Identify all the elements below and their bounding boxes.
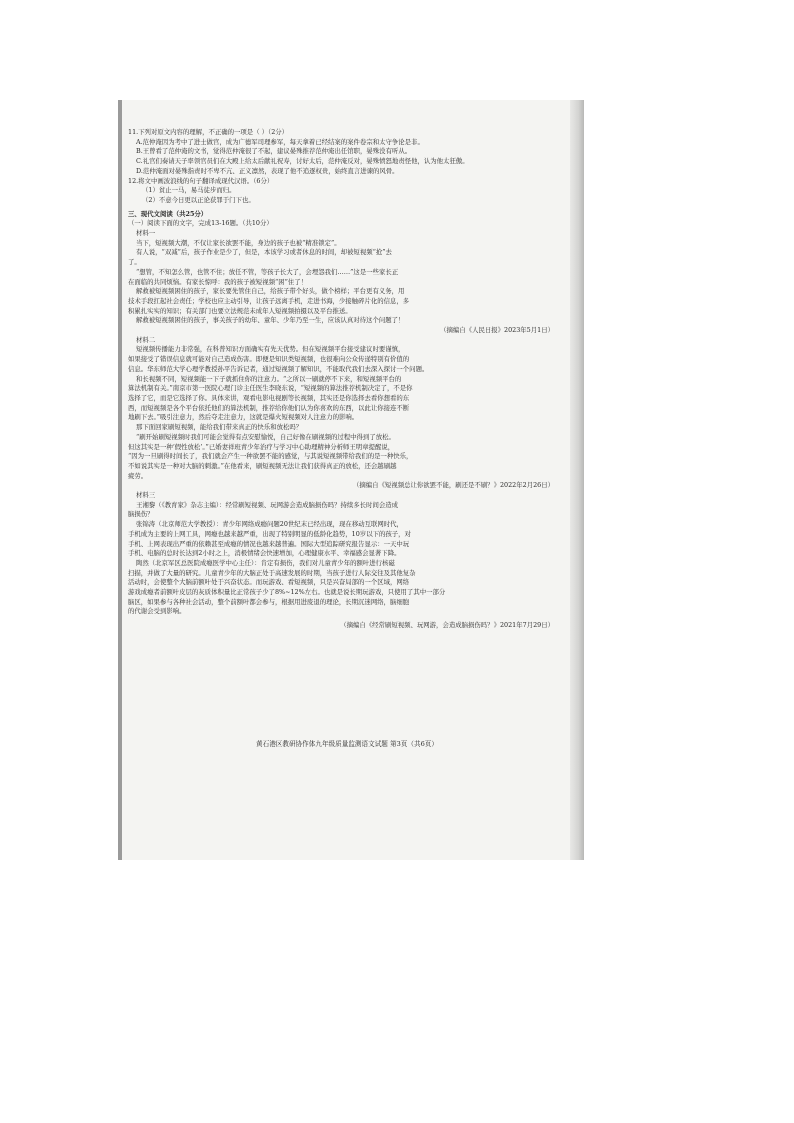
paragraph-line: “刷开始刷短视频时我们可能会觉得有点安慰愉悦，自己好像在刷视频的过程中得到了放松。 [136,432,395,441]
paragraph-line: 信息。华东师范大学心理学教授孙平告诉记者，通过短视频了解知识，不能取代我们去深入探讨一个问题。 [128,364,429,373]
paragraph-line: 那下面回家刷短视频，能给我们带来真正的快乐和放松吗？ [136,423,303,432]
paragraph-line: 游戏成瘾者前额叶皮层的灰质体积量比正常孩子少了8%~12%左右。也就是说长期玩游戏，只使用了其中一部分 [128,588,446,597]
paragraph-line: 短视频传播能力非常强，在科普知识方面确实有先天优势。但在短视频平台接受建议时要谨慎， [136,345,405,354]
paragraph-line: 脑损伤？ [128,510,154,519]
material-2-heading: 材料二 [136,335,156,344]
paragraph-line: 脑区，如果参与各种社会活动，整个前额叶都会参与，根据用进废退的理论，长期沉迷网络，脑细胞 [128,597,410,606]
paragraph-line: 解救被短视频困住的孩子，事关孩子的幼年、童年、少年乃至一生，应该认真对待这个问题了！ [136,316,405,325]
paragraph-line: 在面临的共同烦恼。有家长惊呼：我的孩子被短视频“困”住了！ [128,277,308,286]
paragraph-line: 手机、电脑的总时长达到2小时之上，消极情绪会快速增加，心理健康水平、幸福感会显著下降。 [128,549,401,558]
paragraph-line: 扫描，并做了大量的研究。儿童青少年的大脑正处于高速发展的时期，当孩子进行人际交往及其他复杂 [128,568,416,577]
paragraph-line: 不如说其实是一种对大脑的刺激。”在他看来，刷短视频无法让我们获得真正的放松，还会越刷越 [128,461,397,470]
paragraph-line: “因为一旦刷得时间长了，我们就会产生一种欲罢不能的感觉，与其说短视频带给我们的是一种快乐， [128,452,413,461]
material-1-source: （摘编自《人民日报》2023年5月1日） [440,326,554,335]
paragraph-line: 王湘黎（《教育家》杂志主编）：经常刷短视频、玩网游会造成脑损伤吗？持续多长时间会造成 [136,500,399,509]
page-footer: 黄石港区教研协作体九年级质量监测语文试题 第3页（共6页） [256,740,438,748]
material-3-body [128,501,566,617]
material-1-body [128,239,566,326]
option-11b: B.王曾看了范仲淹的文书，觉得范仲淹很了不起，建议晏殊推荐范仲淹出任馆职，晏殊没有听从。 [136,147,412,156]
material-3-heading: 材料三 [136,491,156,500]
paragraph-line: 陶然（北京军区总医院成瘾医学中心主任）：肯定有损伤，我们对儿童青少年的额叶进行核磁 [136,558,395,567]
paragraph-line: 选择了它，而是它选择了你。具体来讲，观看电影电视剧等长视频，其实还是你选择去看你想看的东 [128,393,410,402]
section-subtitle: （一）阅读下面的文字，完成13-16题。（共10分） [128,219,273,228]
section-title: 三、现代文阅读（共25分） [128,209,208,218]
paragraph-line: “想管，不知怎么管，也管不住；放任不管，等孩子长大了，会埋怨我们……”这是一些家长正 [136,267,399,276]
question-12-part2: （2）不意今日更以正论获罪于门下也。 [142,195,255,204]
material-1-heading: 材料一 [136,229,156,238]
paragraph-line: 了。 [128,258,141,267]
paragraph-line: 和长视频不同，短视频能一下子就抓住你的注意力。“之所以一刷就停不下来，和短视频平台的 [136,374,402,383]
question-12-part1: （1）贫止一马，易马徒步而归。 [142,186,236,195]
material-2-body [128,345,566,481]
scan-right-edge [570,100,584,860]
option-11c: C.礼官们奏请天子率领官员们在大殿上给太后献礼祝寿，讨好太后，范仲淹反对，晏殊愤怒地责怪他，认为他太狂傲。 [136,157,469,166]
paragraph-line: 手机、上网表现出严重的依赖甚至成瘾的情况也越来越普遍。国际大型追踪研究报告显示：一天中玩 [128,539,410,548]
paragraph-line: 西，而短视频是各个平台依托他们的算法机制，推荐给你他们认为你喜欢的东西，以此让你接连不断 [128,403,410,412]
paragraph-line: 但这其实是一种‘假性放松’。”已婚妻祥班青少年治疗与学习中心助理精神分析师王明章提醒说， [128,442,395,451]
paragraph-line: 的代谢会受到影响。 [128,607,186,616]
paragraph-line: 张锦涛（北京师范大学教授）：青少年网络成瘾问题20世纪末已经出现，现在移动互联网时代， [136,520,403,529]
paragraph-line: 解救被短视频困住的孩子，家长要先管住自己，给孩子带个好头，做个榜样；平台更有义务，用 [136,287,405,296]
paragraph-line: 活动时，会使整个大脑前额叶处于兴奋状态。而玩游戏、看短视频，只是兴奋局部的一个区域，网络 [128,578,410,587]
material-2-source: （摘编自《短视频总让你欲罢不能，刷还是不刷？》2022年2月26日） [352,481,554,490]
question-12: 12.将文中画波浪线的句子翻译成现代汉语。（6分） [128,176,274,185]
paragraph-line: 算法机制有关。”南京市第一医院心理门诊主任医生李晓东说，“短视频的算法推荐机制决定了，不是你 [128,384,413,393]
exam-page [128,128,566,748]
paragraph-line: 如果接受了错误信息就可能对自己造成伤害。即便是知识类短视频，也很难向公众传递特别有价值的 [128,355,410,364]
paragraph-line: 疲劳。 [128,471,148,480]
paragraph-line: 有人说，“双减”后，孩子作业是少了，但是，本该学习或者休息的时间，却被短视频“抢”去 [136,248,392,257]
option-11a: A.范仲淹因为考中了进士做官，成为广德军司理参军，每天拿着已经结案的案件卷宗和太守争论是非。 [136,137,424,146]
paragraph-line: 当下，短视频大潮，不仅让家长欲罢不能，身边的孩子也被“精准锁定”。 [136,238,341,247]
option-11d: D.范仲淹面对晏殊指责时不卑不亢、正义凛然，表现了他不追逐权贵，始终直言进谏的风骨。 [136,166,399,175]
paragraph-line: 地刷下去。”吸引注意力，然后夺走注意力，这就是爆火短视频对人注意力的影响。 [128,413,359,422]
paragraph-line: 技术手段扛起社会责任；学校也应主动引导，让孩子远离手机，走进书海，少接触碎片化的信息，多 [128,296,410,305]
material-3-source: （摘编自《经常刷短视频、玩网游，会造成脑损伤吗？》2021年7月29日） [340,621,554,630]
paragraph-line: 手机成为主要的上网工具，网瘾也越来越严重，出现了特别明显的低龄化趋势，10岁以下的孩子，对 [128,529,411,538]
paragraph-line: 积累扎实实的知识；有关部门也要立法规范未成年人短视频拍摄以及平台推送。 [128,306,352,315]
scan-left-edge [118,100,122,860]
question-11: 11.下列对原文内容的理解，不正确的一项是（ ）（2分） [128,128,289,136]
